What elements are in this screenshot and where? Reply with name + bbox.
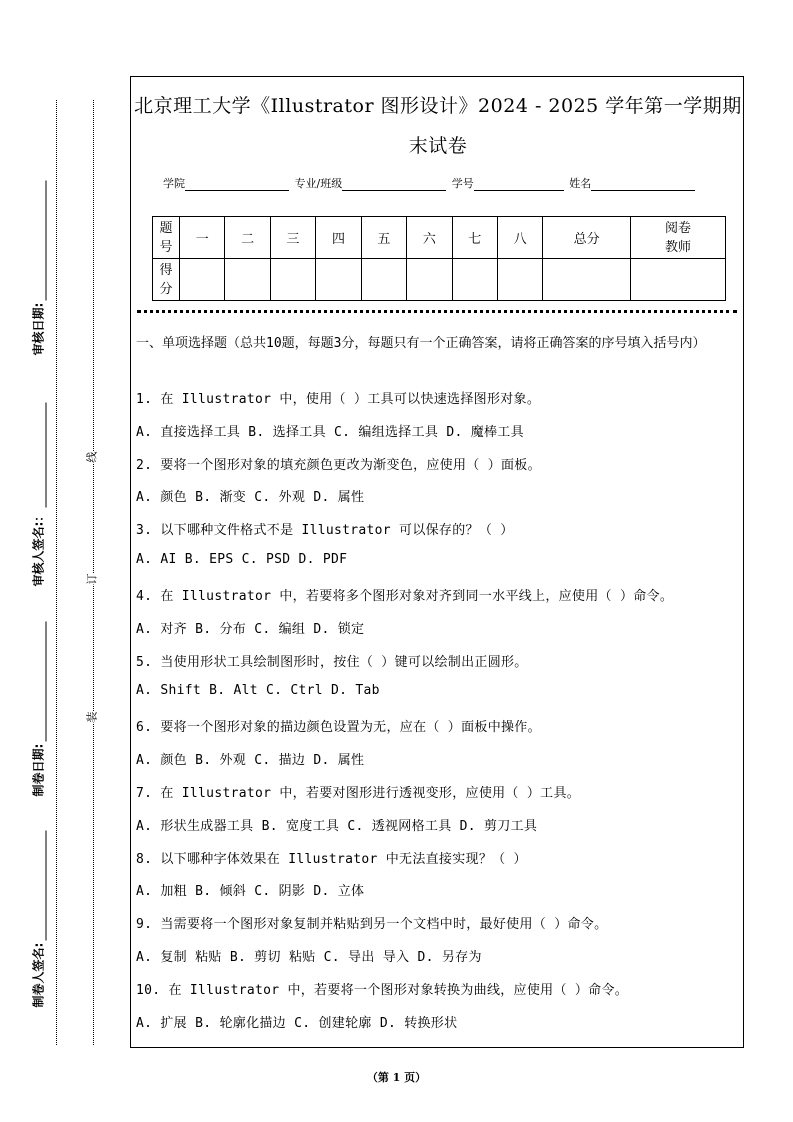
student-info-row (163, 175, 697, 191)
major-label: 专业/班级 (294, 177, 343, 190)
question-7-options: A. 形状生成器工具 B. 宽度工具 C. 透视网格工具 D. 剪刀工具 (136, 819, 538, 834)
exam-title-line2: 末试卷 (408, 135, 468, 157)
maker-sign-field (30, 808, 47, 1008)
col-2: 二 (225, 217, 270, 259)
question-8: 8. 以下哪种字体效果在 Illustrator 中无法直接实现？（ ） (136, 852, 527, 867)
col-1: 一 (180, 217, 225, 259)
review-date-field (30, 156, 47, 356)
section1-heading: 一、单项选择题（总共10题，每题3分，每题只有一个正确答案，请将正确答案的序号填入括号内） (136, 336, 706, 351)
question-9: 9. 当需要将一个图形对象复制并粘贴到另一个文档中时，最好使用（ ）命令。 (136, 917, 608, 932)
maker-date-label: 制卷日期: (31, 743, 46, 797)
col-4: 四 (316, 217, 361, 259)
question-2-options: A. 颜色 B. 渐变 C. 外观 D. 属性 (136, 490, 365, 505)
score-cell[interactable] (225, 259, 270, 301)
score-cell[interactable] (270, 259, 315, 301)
score-cell[interactable] (452, 259, 497, 301)
major-field[interactable] (342, 178, 446, 191)
score-table-score-row (153, 259, 726, 301)
bind-char-line: 线 (83, 452, 101, 463)
question-8-options: A. 加粗 B. 倾斜 C. 阴影 D. 立体 (136, 884, 365, 899)
maker-sign-blank (36, 831, 47, 941)
grader-cell[interactable] (631, 259, 726, 301)
score-header: 得 分 (153, 259, 180, 301)
score-cell[interactable] (497, 259, 542, 301)
maker-date-field (30, 597, 47, 797)
page-number: （第 1 页） (366, 1071, 427, 1084)
score-cell[interactable] (180, 259, 225, 301)
col-8: 八 (497, 217, 542, 259)
question-10: 10. 在 Illustrator 中，若要将一个图形对象转换为曲线，应使用（ ）命令。 (136, 983, 629, 998)
question-3-options: A. AI B. EPS C. PSD D. PDF (136, 552, 348, 567)
binding-margin (0, 0, 125, 1122)
question-9-options: A. 复制 粘贴 B. 剪切 粘贴 C. 导出 导入 D. 另存为 (136, 950, 482, 965)
outer-dotted-line (56, 100, 57, 1045)
exam-title-line1: 北京理工大学《Illustrator 图形设计》2024 - 2025 学年第一学期期 (134, 95, 742, 117)
question-1: 1. 在 Illustrator 中，使用（ ）工具可以快速选择图形对象。 (136, 392, 541, 407)
question-6: 6. 要将一个图形对象的描边颜色设置为无，应在（ ）面板中操作。 (136, 720, 541, 735)
student-id-label: 学号 (451, 177, 474, 190)
maker-date-blank (36, 622, 47, 742)
question-7: 7. 在 Illustrator 中，若要对图形进行透视变形，应使用（ ）工具。 (136, 786, 581, 801)
col-3: 三 (270, 217, 315, 259)
score-cell[interactable] (407, 259, 452, 301)
college-field[interactable] (185, 178, 289, 191)
bind-char-ding: 订 (83, 574, 101, 585)
score-cell-total[interactable] (543, 259, 631, 301)
score-table-header-row (153, 217, 726, 259)
bind-char-zhuang: 装 (83, 712, 101, 723)
score-cell[interactable] (316, 259, 361, 301)
question-1-options: A. 直接选择工具 B. 选择工具 C. 编组选择工具 D. 魔棒工具 (136, 425, 524, 440)
grader-header: 阅卷 教师 (631, 217, 726, 259)
col-7: 七 (452, 217, 497, 259)
student-id-field[interactable] (474, 178, 564, 191)
reviewer-sign-label: 审核人签名:： (31, 509, 46, 587)
question-6-options: A. 颜色 B. 外观 C. 描边 D. 属性 (136, 753, 365, 768)
question-number-header: 题 号 (153, 217, 180, 259)
reviewer-sign-field (30, 387, 47, 587)
question-2: 2. 要将一个图形对象的填充颜色更改为渐变色，应使用（ ）面板。 (136, 458, 541, 473)
col-6: 六 (407, 217, 452, 259)
review-date-blank (36, 181, 47, 301)
question-4-options: A. 对齐 B. 分布 C. 编组 D. 锁定 (136, 622, 365, 637)
reviewer-sign-blank (36, 403, 47, 508)
name-label: 姓名 (569, 177, 592, 190)
maker-sign-label: 制卷人签名: (31, 942, 46, 1008)
question-5-options: A. Shift B. Alt C. Ctrl D. Tab (136, 683, 380, 698)
question-10-options: A. 扩展 B. 轮廓化描边 C. 创建轮廓 D. 转换形状 (136, 1016, 458, 1031)
college-label: 学院 (163, 177, 185, 190)
dotted-separator (137, 310, 737, 313)
col-5: 五 (361, 217, 406, 259)
question-3: 3. 以下哪种文件格式不是 Illustrator 可以保存的？（ ） (136, 523, 514, 538)
score-table (152, 216, 726, 301)
exam-paper (130, 76, 744, 1048)
question-4: 4. 在 Illustrator 中，若要将多个图形对象对齐到同一水平线上，应使用（ ）命令。 (136, 589, 674, 604)
review-date-label: 审核日期: (31, 302, 46, 356)
binding-dotted-line (93, 100, 94, 1045)
col-total: 总分 (543, 217, 631, 259)
name-field[interactable] (591, 178, 695, 191)
question-5: 5. 当使用形状工具绘制图形时，按住（ ）键可以绘制出正圆形。 (136, 655, 528, 670)
score-cell[interactable] (361, 259, 406, 301)
